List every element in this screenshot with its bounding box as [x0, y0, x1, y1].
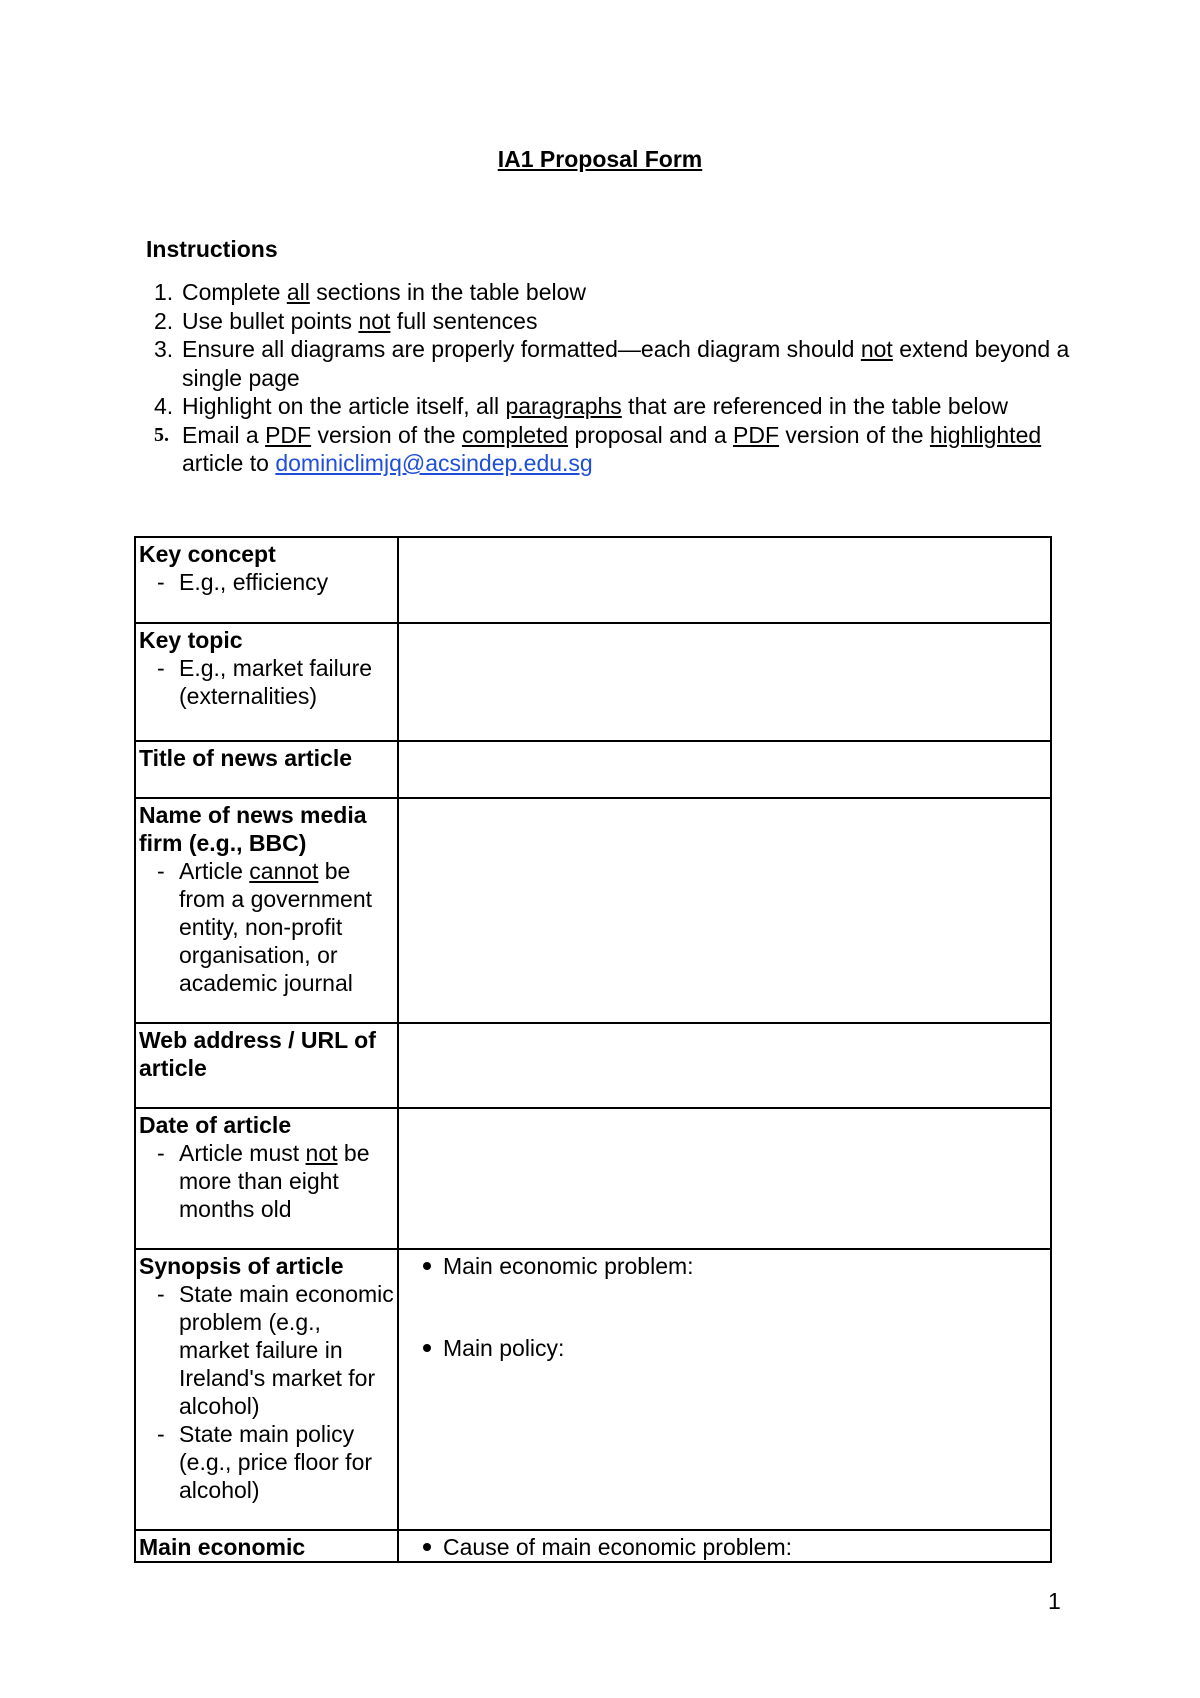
- row-hint-text: Article must: [179, 1140, 306, 1166]
- media-firm-answer-cell[interactable]: [398, 798, 1051, 1023]
- row-label: Key concept: [139, 541, 276, 567]
- instruction-number: 1.: [154, 279, 174, 305]
- page-number: 1: [1048, 1588, 1061, 1614]
- row-hint-text: be more than eight months old: [179, 1140, 370, 1222]
- instruction-number: 4.: [154, 393, 174, 419]
- instruction-text: Highlight on the article itself, all: [182, 393, 506, 419]
- instruction-item: [146, 392, 1076, 421]
- instructions-list: [146, 278, 1076, 478]
- row-hint-text: State main policy (e.g., price floor for alcohol): [179, 1421, 373, 1503]
- row-label: Main economic: [139, 1534, 306, 1560]
- email-link[interactable]: dominiclimjq@acsindep.edu.sg: [275, 450, 593, 476]
- instruction-emphasis: PDF: [265, 421, 312, 448]
- instruction-text: Complete: [182, 279, 287, 305]
- row-hint: - E.g., market failure (externalities): [157, 655, 373, 709]
- instruction-text: Use bullet points: [182, 307, 359, 334]
- instruction-item: [146, 335, 1076, 392]
- instruction-emphasis: all: [286, 279, 310, 305]
- instruction-item: [146, 421, 1076, 478]
- answer-bullet: [413, 1533, 1050, 1561]
- table-row: [135, 623, 1051, 741]
- row-label-cell: [135, 537, 398, 623]
- instruction-text: full sentences: [390, 307, 538, 334]
- row-label: Synopsis of article: [139, 1253, 344, 1279]
- row-hint: - State main policy (e.g., price floor for alcohol): [157, 1421, 373, 1503]
- instruction-text: article to: [182, 450, 276, 476]
- table-row: [135, 1108, 1051, 1249]
- answer-bullet-text: Cause of main economic problem:: [443, 1534, 792, 1560]
- row-label: Key topic: [139, 627, 243, 653]
- row-label-cell: [135, 1249, 398, 1530]
- bullet-icon: [423, 1262, 431, 1270]
- row-hint: - Article cannot be from a government entity, non-profit organisation, or academic journal: [157, 858, 373, 996]
- instruction-item: [146, 307, 1076, 336]
- row-label: Web address / URL of article: [139, 1027, 376, 1081]
- row-hint-text: Article: [179, 858, 250, 884]
- row-hint-text: E.g., efficiency: [179, 569, 329, 595]
- bullet-icon: [423, 1543, 431, 1551]
- row-hint-text: E.g., market failure (externalities): [179, 655, 373, 709]
- row-hint-emphasis: not: [305, 1140, 338, 1166]
- page-title: IA1 Proposal Form: [497, 146, 703, 172]
- instruction-text: version of the: [779, 421, 930, 448]
- row-hint: - E.g., efficiency: [157, 569, 329, 595]
- bullet-icon: [423, 1344, 431, 1352]
- key-topic-answer-cell[interactable]: [398, 623, 1051, 741]
- date-answer-cell[interactable]: [398, 1108, 1051, 1249]
- table-row: [135, 798, 1051, 1023]
- instruction-text: sections in the table below: [309, 279, 587, 305]
- instructions-heading: Instructions: [146, 236, 278, 262]
- row-label-cell: [135, 1530, 398, 1562]
- instruction-emphasis: paragraphs: [505, 393, 622, 419]
- synopsis-answer-cell[interactable]: [398, 1249, 1051, 1530]
- title-answer-cell[interactable]: [398, 741, 1051, 798]
- answer-bullet-text: Main policy:: [443, 1335, 565, 1361]
- instruction-emphasis: not: [860, 336, 893, 362]
- row-label-cell: [135, 1023, 398, 1108]
- table-row: [135, 1023, 1051, 1108]
- instruction-item: [146, 278, 1076, 307]
- row-label-cell: [135, 1108, 398, 1249]
- instruction-emphasis: completed: [461, 421, 569, 448]
- instruction-number: 2.: [154, 307, 174, 334]
- row-hint-text: be from a government entity, non-profit organisation, or academic journal: [179, 858, 373, 996]
- row-hint-emphasis: cannot: [249, 858, 319, 884]
- instruction-emphasis: not: [358, 307, 391, 334]
- instruction-text: extend beyond a single page: [182, 336, 1070, 391]
- table-row: [135, 1249, 1051, 1530]
- instruction-text: version of the: [311, 421, 462, 448]
- instruction-emphasis: PDF: [733, 421, 780, 448]
- row-label: Name of news media firm (e.g., BBC): [139, 802, 367, 856]
- row-label-cell: [135, 623, 398, 741]
- instruction-number: 3.: [154, 336, 174, 362]
- row-hint: - State main economic problem (e.g., market failure in Ireland's market for alcohol): [157, 1281, 394, 1419]
- row-label: Title of news article: [139, 745, 353, 771]
- row-label: Date of article: [139, 1112, 292, 1138]
- answer-bullet-text: Main economic problem:: [443, 1253, 694, 1279]
- main-economic-answer-cell[interactable]: [398, 1530, 1051, 1562]
- row-hint-text: State main economic problem (e.g., market failure in Ireland's market for alcohol): [179, 1281, 394, 1419]
- url-answer-cell[interactable]: [398, 1023, 1051, 1108]
- instruction-text: that are referenced in the table below: [621, 393, 1008, 419]
- row-label-cell: [135, 741, 398, 798]
- key-concept-answer-cell[interactable]: [398, 537, 1051, 623]
- answer-bullet: [413, 1252, 1050, 1280]
- proposal-table: [134, 536, 1052, 1563]
- instruction-text: proposal and a: [568, 421, 734, 448]
- instruction-text: Ensure all diagrams are properly formatted—each diagram should: [182, 336, 861, 362]
- table-row: [135, 1530, 1051, 1562]
- instruction-emphasis: highlighted: [929, 421, 1042, 448]
- table-row: [135, 741, 1051, 798]
- instruction-number: 5.: [154, 423, 169, 446]
- answer-bullet: [413, 1334, 1050, 1362]
- row-label-cell: [135, 798, 398, 1023]
- row-hint: - Article must not be more than eight months old: [157, 1140, 370, 1222]
- table-row: [135, 537, 1051, 623]
- instruction-text: Email a: [182, 421, 266, 448]
